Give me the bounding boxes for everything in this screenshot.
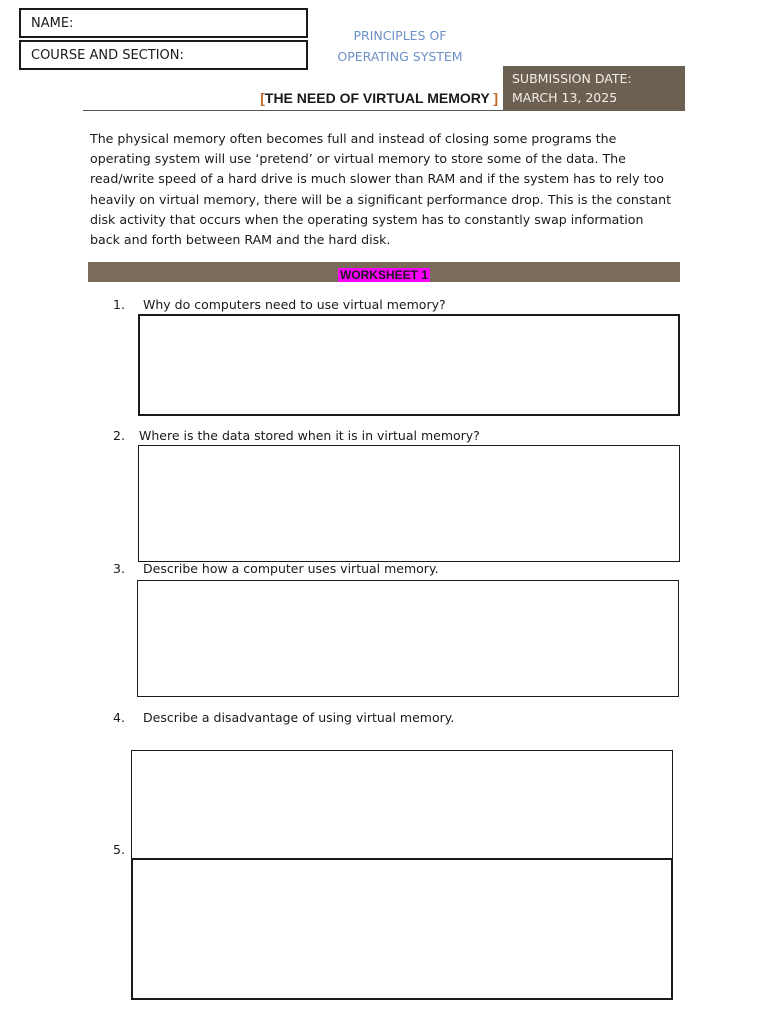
worksheet-label: WORKSHEET 1 (339, 268, 428, 282)
subject-line-2: OPERATING SYSTEM (337, 49, 463, 64)
subject-heading (320, 25, 480, 67)
question-1-number: 1. (113, 297, 125, 312)
page-title (200, 90, 498, 106)
answer-box-2[interactable] (138, 445, 680, 562)
submission-date-box (503, 66, 685, 111)
submission-label: SUBMISSION DATE: (512, 71, 632, 86)
question-5-number: 5. (113, 842, 125, 857)
title-close-bracket: ] (493, 90, 498, 106)
question-4-text: Describe a disadvantage of using virtual memory. (143, 710, 455, 725)
question-1-text: Why do computers need to use virtual memory? (143, 297, 446, 312)
answer-box-5[interactable] (131, 858, 673, 1000)
question-3-text: Describe how a computer uses virtual memory. (143, 561, 439, 576)
course-section-label: COURSE AND SECTION: (31, 48, 184, 63)
question-3-number: 3. (113, 561, 125, 576)
question-2-text: Where is the data stored when it is in virtual memory? (139, 428, 480, 443)
course-section-field[interactable] (19, 40, 308, 70)
title-open-bracket: [ (260, 90, 265, 106)
question-2-number: 2. (113, 428, 125, 443)
subject-line-1: PRINCIPLES OF (353, 28, 447, 43)
answer-box-4[interactable] (131, 750, 673, 860)
name-field[interactable] (19, 8, 308, 38)
answer-box-3[interactable] (137, 580, 679, 697)
submission-date: MARCH 13, 2025 (512, 90, 618, 105)
question-4-number: 4. (113, 710, 125, 725)
title-rule (83, 110, 503, 111)
title-text: THE NEED OF VIRTUAL MEMORY (264, 90, 490, 106)
intro-paragraph: The physical memory often becomes full and instead of closing some programs the operating system will use ‘pretend’ or virtual memory to store some of the data. The read/write speed of a hard drive is much slower than RAM and if the system has to rely too heavily on virtual memory, there will be a significant performance drop. This is the constant disk activity that occurs when the operating system has to constantly swap information back and forth between RAM and the hard disk. (90, 131, 672, 248)
answer-box-1[interactable] (138, 314, 680, 416)
name-label: NAME: (31, 16, 74, 31)
worksheet-heading (88, 262, 680, 282)
